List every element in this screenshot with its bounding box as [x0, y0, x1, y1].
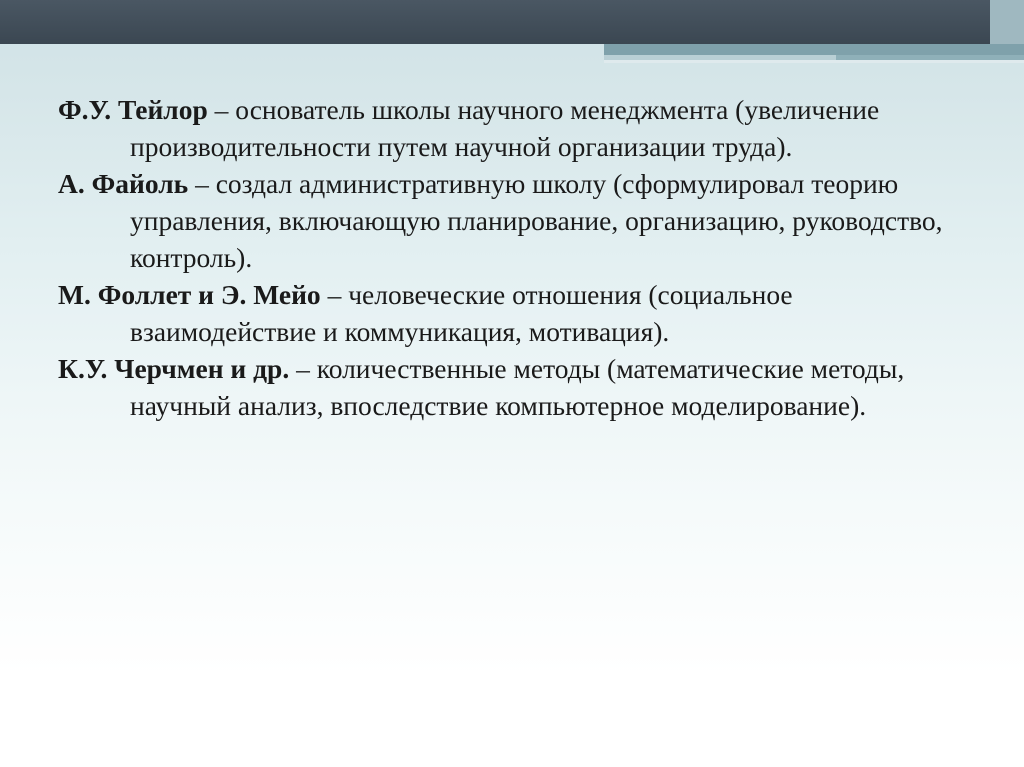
header-stripe-quaternary — [604, 60, 1024, 63]
body-paragraph-1-text: – основатель школы научного менеджмента (увеличение производительности путем научной организации труда). — [130, 94, 880, 162]
body-paragraph-4-text: – количественные методы (математические методы, научный анализ, впоследствие компьютерное моделирование). — [130, 352, 905, 421]
body-paragraph-1 — [58, 92, 978, 166]
body-paragraph-3-text: – человеческие отношения (социальное взаимодействие и коммуникация, мотивация). — [130, 278, 793, 347]
body-paragraph-2 — [58, 166, 978, 277]
body-paragraph-3-lead: М. Фоллет и Э. Мейо — [58, 278, 321, 310]
body-paragraph-4-lead: К.У. Черчмен и др. — [58, 352, 290, 384]
header-band — [0, 0, 1024, 44]
slide-body — [58, 92, 978, 425]
body-paragraph-1-lead: Ф.У. Тейлор — [58, 94, 208, 125]
header-band-accent — [990, 0, 1024, 44]
header-stripe-primary — [604, 44, 1024, 55]
body-paragraph-3 — [58, 277, 978, 351]
body-paragraph-4 — [58, 351, 978, 425]
body-paragraph-2-lead: А. Файоль — [58, 167, 189, 199]
body-paragraph-2-text: – создал административную школу (сформулировал теорию управления, включающую планирование, организацию, руководство, контроль). — [130, 167, 943, 273]
